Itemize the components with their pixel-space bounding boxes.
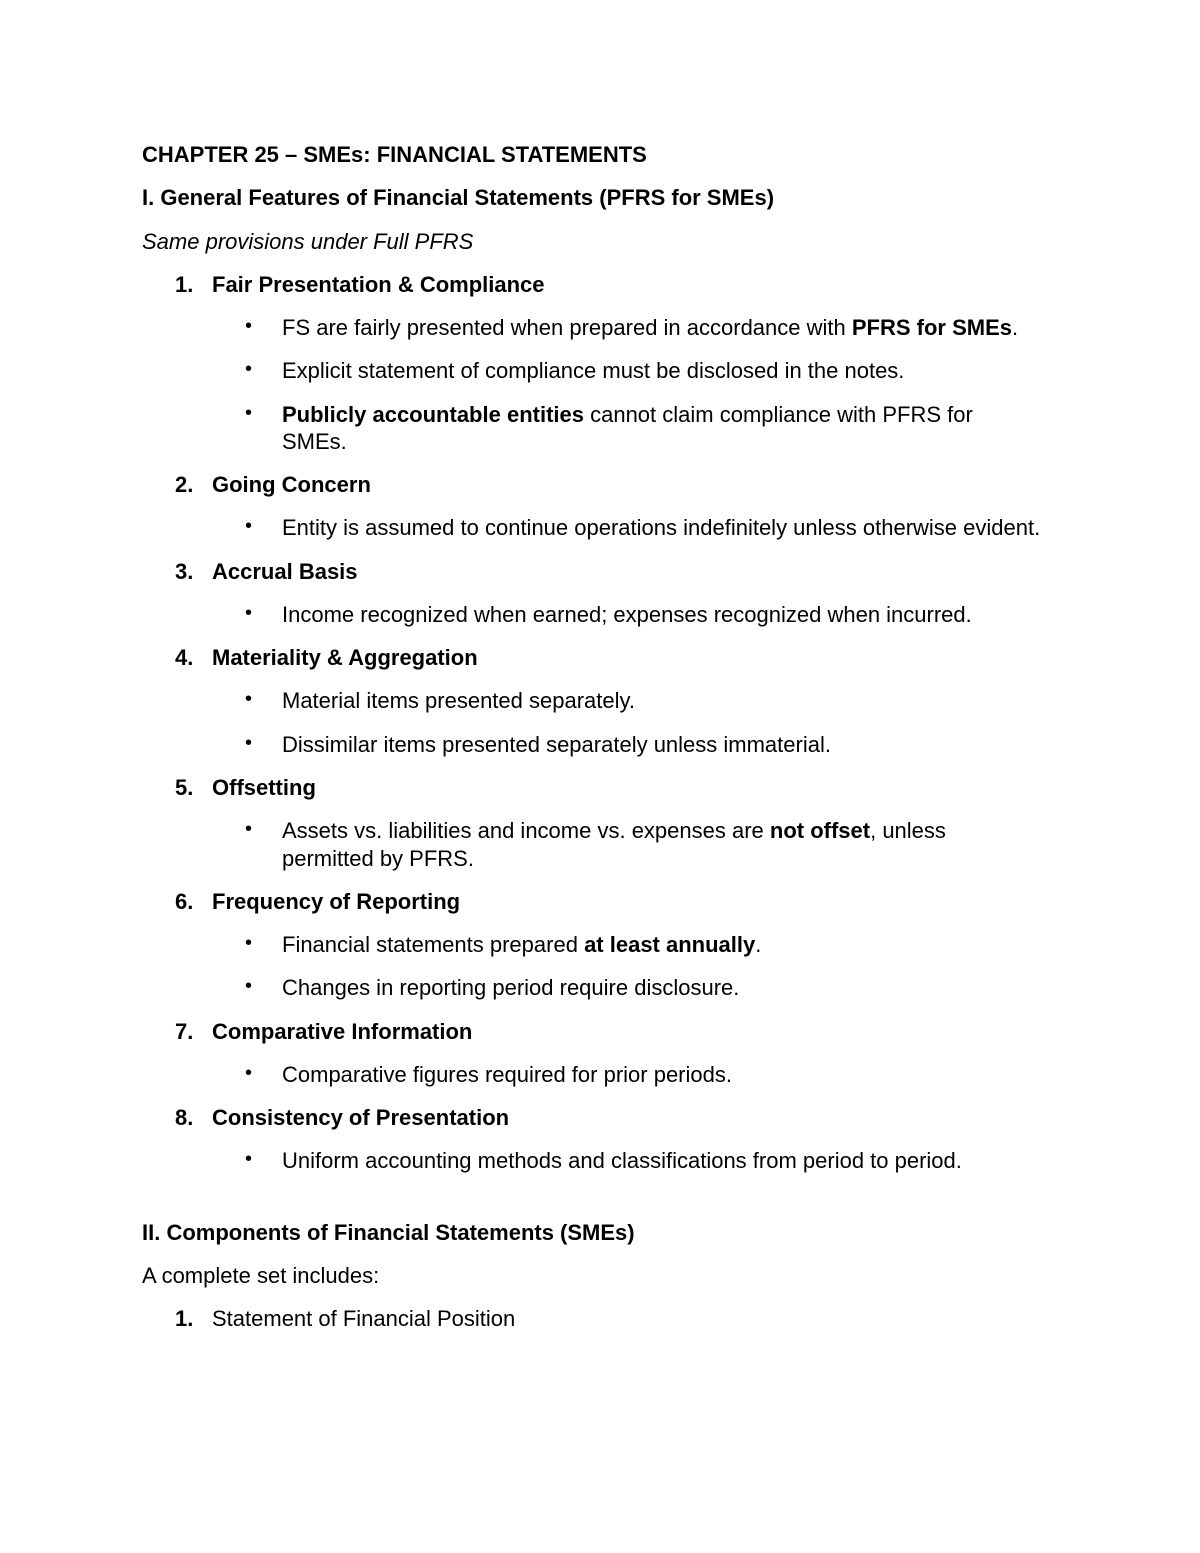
bullet-text-emphasis: Publicly accountable entities: [282, 401, 584, 427]
feature-heading: [142, 774, 1042, 801]
feature-heading: [142, 1018, 1042, 1045]
bullet-item: [142, 817, 1042, 872]
document-content: [142, 141, 1042, 1348]
feature-number: 5.: [175, 774, 194, 800]
component-number: 1.: [175, 1306, 194, 1332]
feature-title: Materiality & Aggregation: [212, 645, 478, 671]
feature-title: Going Concern: [212, 472, 371, 498]
feature-heading: [142, 1104, 1042, 1131]
bullet-text-emphasis: at least annually: [584, 932, 756, 958]
component-title: Statement of Financial Position: [212, 1306, 516, 1332]
bullet-icon: [142, 601, 282, 628]
bullet-list: [142, 314, 1042, 455]
feature-heading: [142, 271, 1042, 298]
bullet-text-part: Assets vs. liabilities and income vs. expenses are: [282, 818, 770, 844]
bullet-icon: [142, 817, 282, 872]
bullet-icon: [142, 357, 282, 384]
bullet-item: [142, 1147, 1042, 1174]
bullet-item: [142, 357, 1042, 384]
bullet-dot: •: [245, 515, 253, 538]
feature-number: 8.: [175, 1105, 194, 1131]
feature-number: 6.: [175, 888, 194, 914]
bullet-item: [142, 687, 1042, 714]
feature-item: [142, 271, 1042, 455]
feature-title: Frequency of Reporting: [212, 888, 461, 914]
feature-number: 7.: [175, 1018, 194, 1044]
feature-item: [142, 644, 1042, 758]
bullet-text-emphasis: PFRS for SMEs: [851, 315, 1013, 341]
feature-item: [142, 471, 1042, 542]
bullet-list: [142, 817, 1042, 872]
bullet-item: [142, 1061, 1042, 1088]
feature-title: Consistency of Presentation: [212, 1105, 510, 1131]
bullet-icon: [142, 931, 282, 958]
section-1-heading: I. General Features of Financial Statements (PFRS for SMEs): [142, 185, 775, 211]
bullet-item: [142, 514, 1042, 541]
bullet-text-part: Dissimilar items presented separately unless immaterial.: [282, 731, 831, 757]
bullet-dot: •: [245, 975, 253, 998]
bullet-text: [282, 357, 1042, 384]
features-list: [142, 271, 1042, 1175]
component-item: [142, 1305, 1042, 1332]
bullet-text-part: Entity is assumed to continue operations indefinitely unless otherwise evident.: [282, 515, 1041, 541]
bullet-text: [282, 817, 1042, 872]
bullet-item: [142, 731, 1042, 758]
components-list: [142, 1305, 1042, 1332]
bullet-dot: •: [245, 1061, 253, 1084]
feature-number: 3.: [175, 558, 194, 584]
bullet-icon: [142, 731, 282, 758]
feature-item: [142, 558, 1042, 629]
bullet-item: [142, 401, 1042, 456]
bullet-dot: •: [245, 818, 253, 841]
bullet-icon: [142, 314, 282, 341]
bullet-list: [142, 687, 1042, 758]
bullet-list: [142, 601, 1042, 628]
feature-title: Accrual Basis: [212, 558, 358, 584]
feature-heading: [142, 558, 1042, 585]
feature-item: [142, 774, 1042, 872]
bullet-list: [142, 931, 1042, 1002]
bullet-text: [282, 687, 1042, 714]
feature-item: [142, 1104, 1042, 1175]
bullet-list: [142, 1147, 1042, 1174]
bullet-text-part: Comparative figures required for prior periods.: [282, 1061, 732, 1087]
feature-heading: [142, 644, 1042, 671]
feature-item: [142, 1018, 1042, 1089]
section-1-note: Same provisions under Full PFRS: [142, 228, 474, 254]
bullet-text-part: Income recognized when earned; expenses recognized when incurred.: [282, 601, 972, 627]
feature-number: 4.: [175, 645, 194, 671]
bullet-text-part: Material items presented separately.: [282, 688, 635, 714]
bullet-text: [282, 401, 1042, 456]
bullet-text: [282, 1147, 1042, 1174]
bullet-list: [142, 514, 1042, 541]
bullet-icon: [142, 514, 282, 541]
bullet-dot: •: [245, 601, 253, 624]
bullet-dot: •: [245, 358, 253, 381]
bullet-text-part: Financial statements prepared: [282, 932, 585, 958]
bullet-item: [142, 314, 1042, 341]
bullet-text: [282, 931, 1042, 958]
bullet-text: [282, 314, 1042, 341]
bullet-item: [142, 931, 1042, 958]
bullet-list: [142, 1061, 1042, 1088]
feature-title: Fair Presentation & Compliance: [212, 271, 545, 297]
bullet-text: [282, 974, 1042, 1001]
bullet-dot: •: [245, 401, 253, 424]
bullet-icon: [142, 1061, 282, 1088]
bullet-dot: •: [245, 688, 253, 711]
bullet-text-part: cannot claim compliance with PFRS for SMEs.: [282, 401, 973, 454]
bullet-text: [282, 731, 1042, 758]
feature-title: Comparative Information: [212, 1018, 473, 1044]
bullet-icon: [142, 1147, 282, 1174]
bullet-item: [142, 974, 1042, 1001]
bullet-dot: •: [245, 932, 253, 955]
bullet-text-part: Explicit statement of compliance must be disclosed in the notes.: [282, 358, 905, 384]
bullet-dot: •: [245, 731, 253, 754]
bullet-icon: [142, 687, 282, 714]
bullet-dot: •: [245, 1148, 253, 1171]
bullet-text-part: .: [755, 932, 762, 958]
bullet-text-part: Uniform accounting methods and classifications from period to period.: [282, 1148, 962, 1174]
chapter-title: CHAPTER 25 – SMEs: FINANCIAL STATEMENTS: [142, 142, 647, 167]
section-2-heading: II. Components of Financial Statements (SMEs): [142, 1219, 635, 1245]
bullet-text-emphasis: not offset: [769, 818, 871, 844]
bullet-text: [282, 601, 1042, 628]
bullet-icon: [142, 401, 282, 456]
feature-heading: [142, 471, 1042, 498]
bullet-text-part: FS are fairly presented when prepared in accordance with: [282, 315, 852, 341]
bullet-text-part: , unless permitted by PFRS.: [282, 818, 946, 871]
bullet-dot: •: [245, 315, 253, 338]
feature-number: 2.: [175, 472, 194, 498]
bullet-icon: [142, 974, 282, 1001]
feature-number: 1.: [175, 271, 194, 297]
bullet-text: [282, 514, 1042, 541]
feature-heading: [142, 888, 1042, 915]
section-gap: [142, 1191, 1042, 1219]
bullet-text-part: Changes in reporting period require disclosure.: [282, 975, 740, 1001]
bullet-text: [282, 1061, 1042, 1088]
feature-title: Offsetting: [212, 774, 316, 800]
feature-item: [142, 888, 1042, 1002]
section-2-intro: A complete set includes:: [142, 1262, 380, 1288]
bullet-item: [142, 601, 1042, 628]
bullet-text-part: .: [1012, 315, 1019, 341]
